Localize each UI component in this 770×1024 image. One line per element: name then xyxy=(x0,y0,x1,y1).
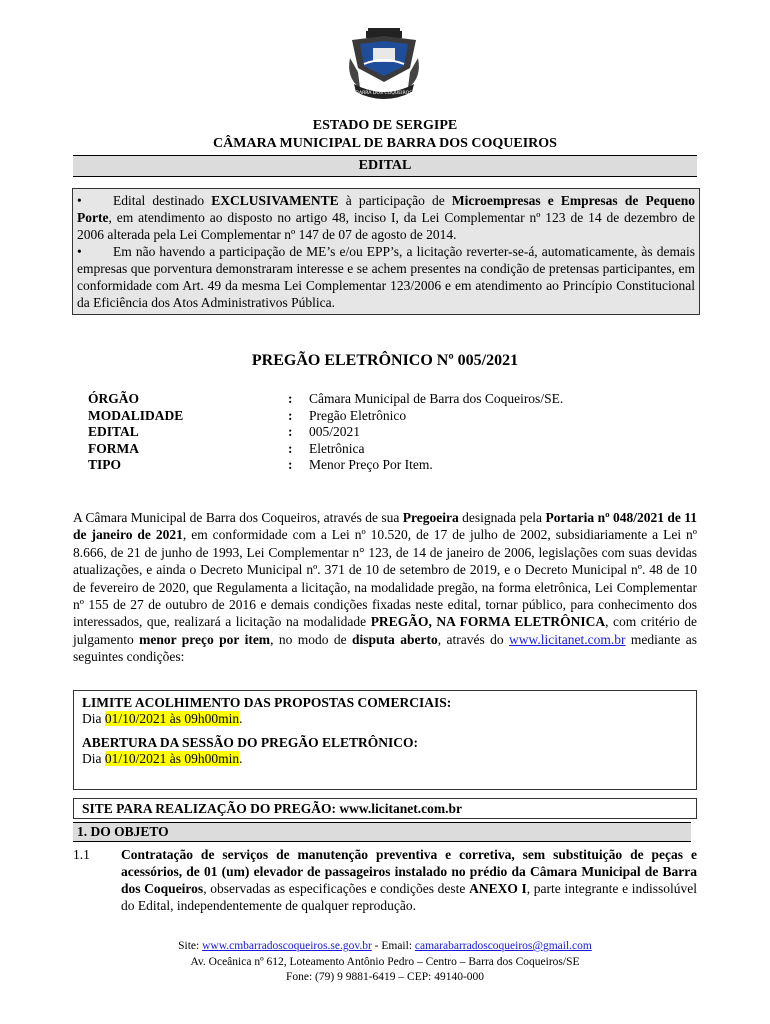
footer-address: Av. Oceânica nº 612, Loteamento Antônio Pedro – Centro – Barra dos Coqueiros/SE xyxy=(190,956,580,968)
footer-email-link[interactable]: camarabarradoscoqueiros@gmail.com xyxy=(414,940,592,952)
item-number: 1.1 xyxy=(73,847,90,862)
chamber-heading: CÂMARA MUNICIPAL DE BARRA DOS COQUEIROS xyxy=(213,136,557,151)
procurement-info-list xyxy=(88,391,563,474)
exclusivity-notice xyxy=(72,188,700,315)
proposal-deadline-date: Dia 01/10/2021 às 09h00min. xyxy=(82,711,243,726)
info-row: FORMA : Eletrônica xyxy=(88,440,365,456)
session-opening-date: Dia 01/10/2021 às 09h00min. xyxy=(82,751,243,766)
info-row: ÓRGÃO : Câmara Municipal de Barra dos Coqueiros/SE. xyxy=(88,391,564,406)
page-title: PREGÃO ELETRÔNICO Nº 005/2021 xyxy=(251,352,519,369)
proposal-deadline-heading: LIMITE ACOLHIMENTO DAS PROPOSTAS COMERCIAIS: xyxy=(82,695,452,710)
edital-section-bar: EDITAL xyxy=(73,155,697,177)
info-row: EDITAL : 005/2021 xyxy=(88,424,361,439)
bullet-icon: • xyxy=(77,193,82,208)
section-objeto-heading: 1. DO OBJETO xyxy=(73,822,691,842)
notice-paragraph-1: • Edital destinado EXCLUSIVAMENTE à participação de Microempresas e Empresas de Pequeno Porte, em atendimento ao disposto no artigo 48, inciso I, da Lei Complementar nº 123 de 14 de dezembro de 2006 alterada pela Lei Complementar nº 147 de 07 de agosto de 2014. xyxy=(77,193,695,242)
crest-label: BARRA DOS COQUEIROS xyxy=(355,91,413,96)
footer-phone: Fone: (79) 9 9881-6419 – CEP: 49140-000 xyxy=(285,971,485,983)
info-row: TIPO : Menor Preço Por Item. xyxy=(88,457,433,472)
state-heading: ESTADO DE SERGIPE xyxy=(312,118,458,133)
notice-paragraph-2: • Em não havendo a participação de ME’s e/ou EPP’s, a licitação reverter-se-á, automaticamente, às demais empresas que porventura demonstraram interesse e se achem presentes na condição de pretensas participantes, em conformidade com Art. 49 da mesma Lei Complementar 123/2006 e em atendimento ao Princípio Constitucional da Eficiência dos Atos Administrativos Pública. xyxy=(77,244,695,310)
footer-site-link[interactable]: www.cmbarradoscoqueiros.se.gov.br xyxy=(202,940,372,952)
intro-paragraph: A Câmara Municipal de Barra dos Coqueiros, através de sua Pregoeira designada pela Portaria nº 048/2021 de 11 de janeiro de 2021, em conformidade com a Lei nº 10.520, de 17 de julho de 2002, subsidiariamente a Lei nº 8.666, de 21 de junho de 1993, Lei Complementar n° 123, de 14 de janeiro de 2006, legislações com suas devidas atualizações, e ainda o Decreto Municipal nº. 371 de 10 de setembro de 2019, e o Decreto Municipal nº. 48 de 10 de fevereiro de 2020, que Regulamenta a licitação, na modalidade pregão, na forma eletrônica, Lei Complementar nº 155 de 27 de outubro de 2016 e demais condições fixadas neste edital, tornar público, para conhecimento dos interessados, que, realizará a licitação na modalidade PREGÃO, NA FORMA ELETRÔNICA, com critério de julgamento menor preço por item, no modo de disputa aberto, através do www.licitanet.com.br mediante as seguintes condições: xyxy=(73,510,698,665)
objeto-item-1-1 xyxy=(73,846,697,914)
info-row: MODALIDADE : Pregão Eletrônico xyxy=(88,407,407,423)
item-text: Contratação de serviços de manutenção preventiva e corretiva, sem substituição de peças e acessórios, de 01 (um) elevador de passageiros instalado no prédio da Câmara Municipal de Barra dos Coqueiros, observadas as especificações e condições deste ANEXO I, parte integrante e indissolúvel do Edital, independentemente de qualquer reprodução. xyxy=(121,847,697,913)
deadlines-box xyxy=(73,690,697,790)
session-opening-heading: ABERTURA DA SESSÃO DO PREGÃO ELETRÔNICO: xyxy=(82,735,418,750)
licitanet-link[interactable]: www.licitanet.com.br xyxy=(509,631,626,647)
bullet-icon: • xyxy=(77,244,82,259)
footer-contacts: Site: www.cmbarradoscoqueiros.se.gov.br - Email: camarabarradoscoqueiros@gmail.com xyxy=(178,940,592,952)
auction-site-bar: SITE PARA REALIZAÇÃO DO PREGÃO: www.licitanet.com.br xyxy=(73,798,697,819)
coat-of-arms-icon xyxy=(346,28,422,104)
